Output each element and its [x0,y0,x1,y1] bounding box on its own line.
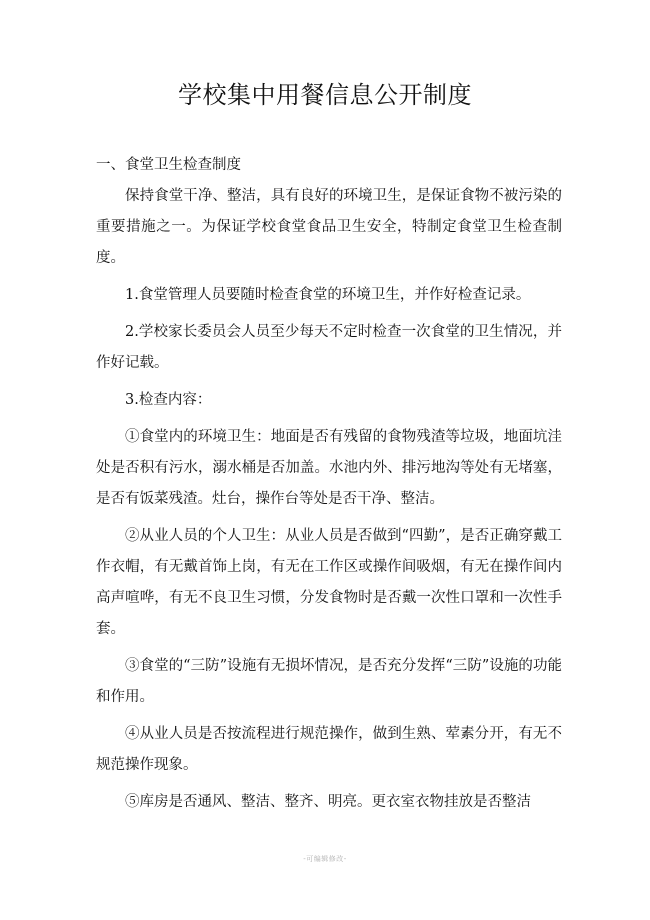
paragraph-item-1: 1.食堂管理人员要随时检查食堂的环境卫生，并作好检查记录。 [125,287,531,303]
paragraph-check-3: ③食堂的“三防”设施有无损坏情况，是否充分发挥“三防”设施的功能和作用。 [96,658,562,705]
paragraph-item-2: 2.学校家长委员会人员至少每天不定时检查一次食堂的卫生情况，并作好记载。 [96,324,562,371]
paragraph-check-4: ④从业人员是否按流程进行规范操作，做到生熟、荤素分开，有无不规范操作现象。 [96,726,562,773]
document-title: 学校集中用餐信息公开制度 [178,81,472,109]
section-heading: 一、食堂卫生检查制度 [96,157,241,173]
paragraph-item-3: 3.检查内容： [125,392,212,408]
footer-note: -可编辑修改- [303,855,347,863]
paragraph-intro: 保持食堂干净、整洁，具有良好的环境卫生，是保证食物不被污染的重要措施之一。为保证学校食堂食品卫生安全，特制定食堂卫生检查制度。 [96,188,562,266]
document-body [96,150,562,818]
paragraph-check-1: ①食堂内的环境卫生：地面是否有残留的食物残渣等垃圾，地面坑洼处是否积有污水，溺水桶是否加盖。水池内外、排污地沟等处有无堵塞，是否有饭菜残渣。灶台，操作台等处是否干净、整洁。 [96,429,562,507]
paragraph-check-5: ⑤库房是否通风、整洁、整齐、明亮。更衣室衣物挂放是否整洁 [125,794,531,810]
paragraph-check-2: ②从业人员的个人卫生：从业人员是否做到“四勤”，是否正确穿戴工作衣帽，有无戴首饰上岗，有无在工作区或操作间吸烟，有无在操作间内高声喧哗，有无不良卫生习惯，分发食物时是否戴一次性口罩和一次性手套。 [96,528,562,637]
